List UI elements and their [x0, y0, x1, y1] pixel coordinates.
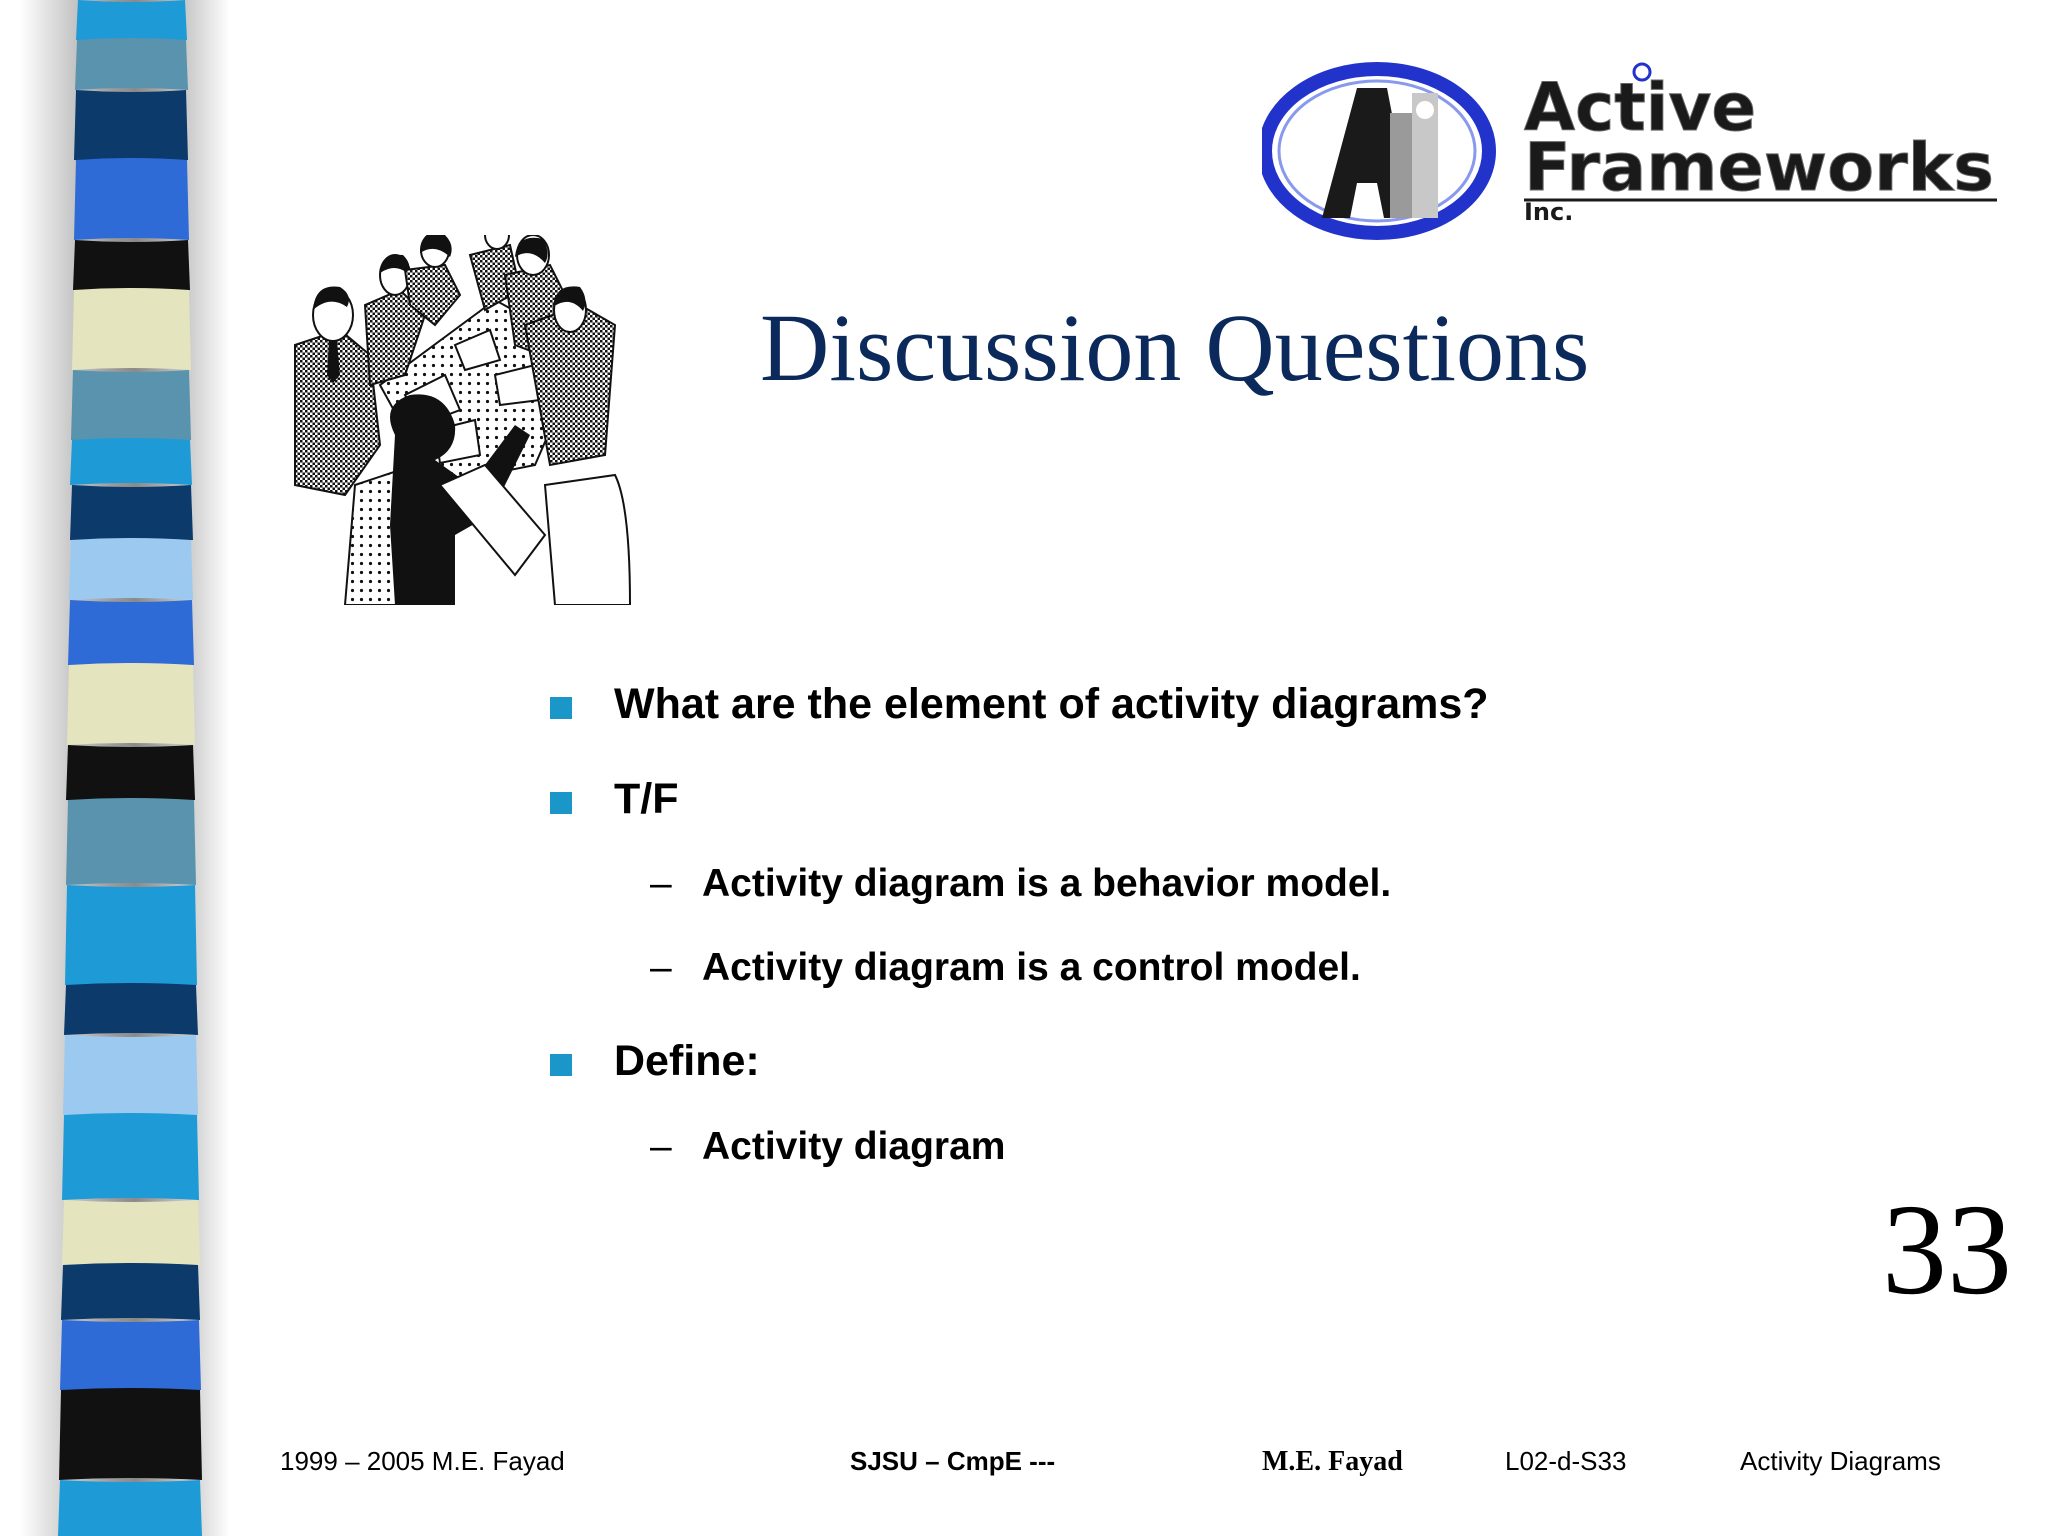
meeting-clipart-image: [285, 235, 685, 605]
square-bullet-icon: [550, 792, 572, 814]
sub-bullet-text: Activity diagram: [702, 1125, 1006, 1168]
page-number: 33: [1882, 1178, 2012, 1322]
square-bullet-icon: [550, 1054, 572, 1076]
decorative-stripe-band: [0, 0, 240, 1536]
decorative-stripe: [75, 38, 188, 90]
decorative-stripe: [63, 1035, 198, 1117]
decorative-stripe: [73, 240, 190, 292]
decorative-stripe: [62, 1200, 200, 1267]
sub-bullet-text: Activity diagram is a control model.: [702, 946, 1361, 989]
decorative-stripe: [72, 288, 191, 370]
dash-bullet-icon: –: [650, 1125, 672, 1168]
decorative-stripe: [67, 663, 195, 745]
decorative-stripe: [66, 798, 196, 885]
decorative-stripe: [74, 158, 189, 240]
active-frameworks-logo: [1262, 58, 2002, 248]
decorative-stripe: [61, 1263, 200, 1320]
decorative-stripe: [59, 1388, 202, 1480]
decorative-stripe: [65, 885, 197, 987]
footer-copyright: 1999 – 2005 M.E. Fayad: [280, 1446, 565, 1476]
decorative-stripe: [71, 370, 191, 442]
decorative-stripe: [70, 438, 192, 485]
logo-line2: Frameworks: [1524, 129, 1994, 206]
decorative-stripe: [69, 538, 193, 600]
bullet-text: Define:: [614, 1037, 760, 1085]
logo-line1: Active: [1524, 69, 1757, 146]
decorative-stripe: [60, 1320, 201, 1392]
footer-slide-id: L02-d-S33: [1505, 1446, 1627, 1476]
decorative-stripe: [70, 485, 193, 542]
decorative-stripe: [74, 90, 188, 162]
dash-bullet-icon: –: [650, 862, 672, 905]
decorative-stripe: [64, 983, 198, 1035]
bullet-text: T/F: [614, 775, 679, 823]
slide-title: Discussion Questions: [760, 294, 1590, 401]
dash-bullet-icon: –: [650, 946, 672, 989]
square-bullet-icon: [550, 697, 572, 719]
decorative-stripe: [68, 600, 194, 667]
footer-topic: Activity Diagrams: [1740, 1446, 1941, 1476]
decorative-stripe: [66, 745, 195, 802]
bullet-text: What are the element of activity diagrams?: [614, 680, 1489, 728]
decorative-stripe: [58, 1480, 202, 1536]
sub-bullet-text: Activity diagram is a behavior model.: [702, 862, 1392, 905]
footer-course: SJSU – CmpE ---: [850, 1446, 1056, 1476]
logo-suffix: Inc.: [1524, 198, 1574, 226]
decorative-stripe: [76, 0, 187, 42]
decorative-stripe: [62, 1113, 199, 1200]
footer-author: M.E. Fayad: [1262, 1446, 1403, 1477]
